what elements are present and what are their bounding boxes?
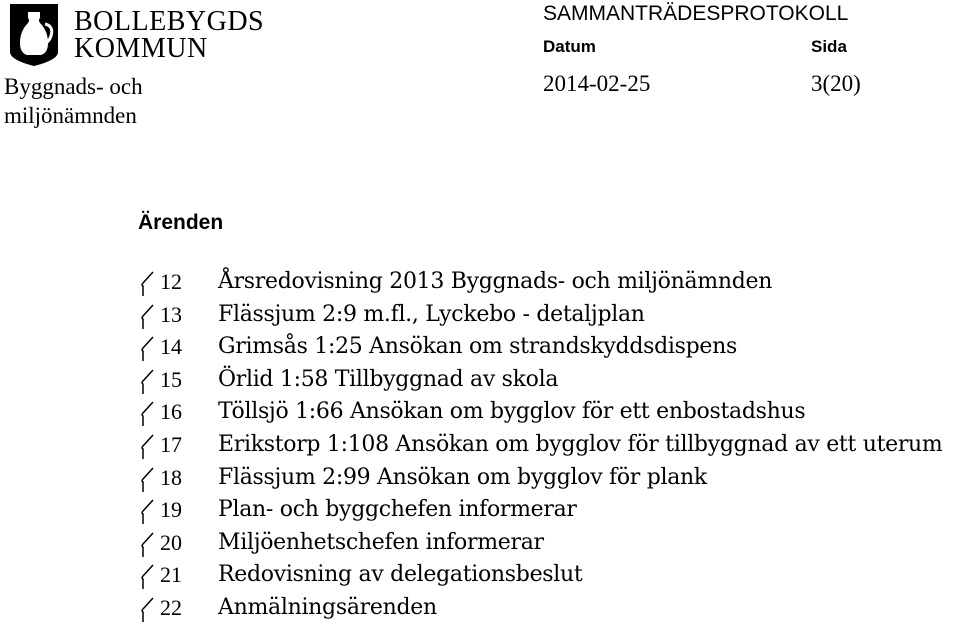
item-title: Redovisning av delegationsbeslut [218,562,583,588]
item-title: Anmälningsärenden [218,594,437,620]
item-title: Flässjum 2:99 Ansökan om bygglov för plank [218,464,707,490]
paragraph-mark-icon [140,597,156,623]
item-number: 20 [160,529,182,555]
item-number: 18 [160,464,182,490]
municipality-logo [4,2,265,68]
paragraph-mark-icon [140,499,156,525]
logo-text-line2: KOMMUN [74,33,208,64]
agenda-item [0,561,960,594]
section-title: Ärenden [138,211,224,234]
page-label: Sida [811,37,847,56]
item-title: Örlid 1:58 Tillbyggnad av skola [218,366,559,392]
item-number: 17 [160,431,182,457]
date-label: Datum [543,37,596,56]
item-number: 14 [160,334,182,360]
item-title: Grimsås 1:25 Ansökan om strandskyddsdispens [218,334,737,360]
item-title: Töllsjö 1:66 Ansökan om bygglov för ett enbostadshus [218,399,806,425]
jug-emblem-icon [4,2,64,68]
agenda-item [0,268,960,301]
document-type: SAMMANTRÄDESPROTOKOLL [543,2,849,25]
item-number: 15 [160,366,182,392]
item-number: 21 [160,562,182,588]
paragraph-mark-icon [140,564,156,590]
date-value: 2014-02-25 [543,71,651,96]
item-number: 12 [160,269,182,294]
agenda-item [0,301,960,334]
agenda-list [0,268,960,627]
item-number: 16 [160,399,182,425]
paragraph-mark-icon [140,467,156,493]
paragraph-mark-icon [140,401,156,427]
agenda-item [0,398,960,431]
agenda-item [0,496,960,529]
item-title: Flässjum 2:9 m.fl., Lyckebo - detaljplan [218,301,645,327]
paragraph-mark-icon [140,271,156,297]
item-title: Miljöenhetschefen informerar [218,529,544,555]
agenda-item [0,464,960,497]
item-title: Erikstorp 1:108 Ansökan om bygglov för tillbyggnad av ett uterum [218,431,943,457]
item-title: Plan- och byggchefen informerar [218,497,577,523]
page-value: 3(20) [811,71,861,96]
agenda-item [0,366,960,399]
paragraph-mark-icon [140,336,156,362]
agenda-item [0,431,960,464]
agenda-item [0,529,960,562]
item-number: 13 [160,301,182,327]
agenda-item [0,594,960,627]
logo-text-line1: BOLLEBYGDS [74,6,265,37]
item-number: 22 [160,594,182,620]
paragraph-mark-icon [140,532,156,558]
item-title: Årsredovisning 2013 Byggnads- och miljönämnden [218,269,773,294]
paragraph-mark-icon [140,304,156,330]
organization-name: Byggnads- och miljönämnden [4,74,143,128]
paragraph-mark-icon [140,369,156,395]
item-number: 19 [160,497,182,523]
agenda-item [0,333,960,366]
paragraph-mark-icon [140,434,156,460]
